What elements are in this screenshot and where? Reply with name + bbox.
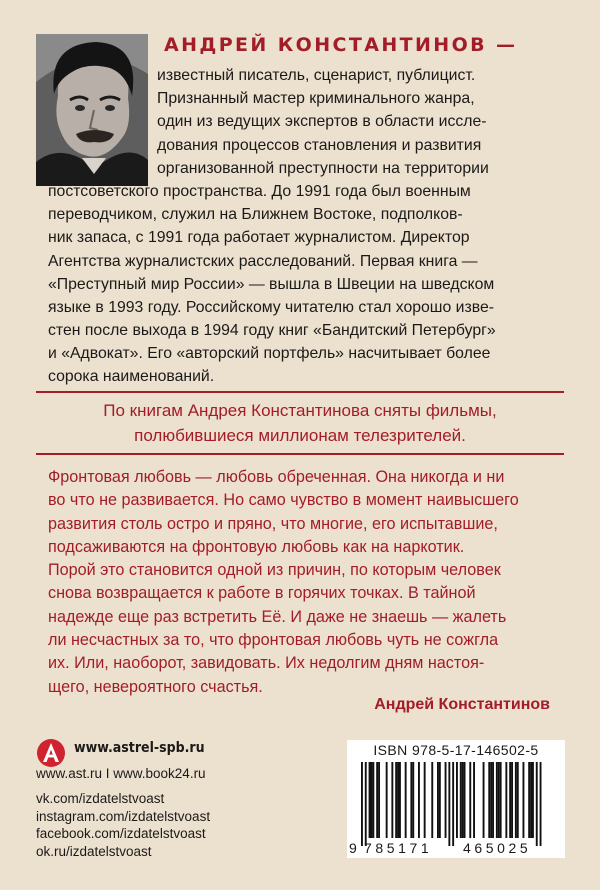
barcode-bar <box>376 762 378 838</box>
barcode-bar <box>492 762 494 838</box>
author-name-heading: АНДРЕЙ КОНСТАНТИНОВ — <box>164 34 518 56</box>
bio-line: языке в 1993 году. Российскому читателю стал хорошо изве- <box>48 298 494 316</box>
barcode-bar <box>445 762 447 838</box>
social-link-facebook[interactable]: facebook.com/izdatelstvoast <box>36 826 206 842</box>
bio-line: организованной преступности на территории <box>157 159 489 177</box>
barcode-bar <box>395 762 397 838</box>
barcode-bar <box>424 762 426 838</box>
barcode-bar <box>490 762 492 838</box>
barcode-digits-left: 785171 <box>364 840 433 856</box>
bio-line: Признанный мастер криминального жанра, <box>157 90 475 108</box>
blurb-line: во что не развивается. Но само чувство в момент наивысшего <box>48 491 519 510</box>
barcode-bar <box>488 762 490 838</box>
blurb-line: Фронтовая любовь — любовь обреченная. Она никогда и ни <box>48 468 505 486</box>
barcode-bar <box>361 762 363 846</box>
barcode-bar <box>469 762 471 838</box>
bio-line: дования процессов становления и развития <box>157 136 482 154</box>
barcode-bar <box>473 762 475 838</box>
barcode-bar <box>515 762 517 838</box>
barcode-bar <box>410 762 412 838</box>
barcode-bar <box>498 762 500 838</box>
publisher-sites[interactable]: www.ast.ru I www.book24.ru <box>36 766 206 781</box>
barcode-bar <box>412 762 414 838</box>
blurb-signature: Андрей Константинов <box>374 696 550 713</box>
blurb-line: Порой это становится одной из причин, по которым человек <box>48 561 501 580</box>
bio-line: и «Адвокат». Его «авторский портфель» насчитывает более <box>48 345 491 363</box>
blurb-line: подсаживаются на фронтовую любовь как на наркотик. <box>48 537 465 556</box>
barcode-bar <box>532 762 534 838</box>
bio-line: сорока наименований. <box>48 368 215 386</box>
bio-line: постсоветского пространства. До 1991 года был военным <box>48 182 471 200</box>
barcode-bar <box>437 762 439 838</box>
blurb-line: их. Или, наоборот, завидовать. Их недолгим дням настоя- <box>48 654 485 673</box>
barcode-bar <box>365 762 367 846</box>
social-links <box>36 790 210 860</box>
barcode-bar <box>509 762 511 838</box>
barcode-bar <box>500 762 502 838</box>
blurb-line: надежде еще раз встретить Её. И даже не знаешь — жалеть <box>48 607 507 626</box>
isbn-text: ISBN 978-5-17-146502-5 <box>373 742 539 758</box>
barcode-bar <box>483 762 485 838</box>
blurb-line: ли несчастных за то, что фронтовая любовь чуть не сожгла <box>48 631 499 650</box>
films-line: полюбившиеся миллионам телезрителей. <box>134 426 466 445</box>
barcode-bar <box>418 762 420 838</box>
bio-line: один из ведущих экспертов в области иссле- <box>157 113 487 131</box>
films-line: По книгам Андрея Константинова сняты фильмы, <box>103 401 497 420</box>
barcode-bar <box>505 762 507 838</box>
barcode-bar <box>372 762 374 838</box>
barcode-bar <box>386 762 388 838</box>
blurb-line: снова возвращается к работе в горячих точках. В тайной <box>48 584 476 603</box>
barcode-bar <box>452 762 454 846</box>
barcode-bar <box>369 762 371 838</box>
barcode-bar <box>405 762 407 838</box>
barcode-bar <box>460 762 462 838</box>
barcode-bar <box>462 762 464 838</box>
bio-line: известный писатель, сценарист, публицист. <box>157 67 476 84</box>
bio-line: переводчиком, служил на Ближнем Востоке, подполков- <box>48 206 463 224</box>
isbn-barcode <box>347 740 565 858</box>
social-link-instagram[interactable]: instagram.com/izdatelstvoast <box>36 808 211 824</box>
author-bio <box>48 64 558 389</box>
barcode-bar <box>528 762 530 838</box>
barcode-bar <box>536 762 538 846</box>
films-note <box>36 398 564 448</box>
barcode-bar <box>391 762 393 838</box>
divider-bottom <box>36 453 564 455</box>
barcode-bar <box>431 762 433 838</box>
blurb-line: щего, невероятного счастья. <box>48 677 263 696</box>
barcode-digits-right: 465025 <box>463 840 532 856</box>
bio-line: ник запаса, с 1991 года работает журналистом. Директор <box>48 229 470 247</box>
barcode-bar <box>496 762 498 838</box>
bio-line: стен после выхода в 1994 году книг «Бандитский Петербург» <box>48 322 496 340</box>
barcode-bar <box>464 762 466 838</box>
bio-line: «Преступный мир России» — вышла в Швеции на шведском <box>48 275 495 293</box>
blurb-line: развития столь остро и пряно, что многие, его испытавшие, <box>48 514 498 533</box>
barcode-digit-first: 9 <box>349 840 361 856</box>
barcode-bar <box>530 762 532 838</box>
barcode-bar <box>397 762 399 838</box>
book-blurb <box>48 466 558 699</box>
barcode-bar <box>511 762 513 838</box>
barcode-bar <box>540 762 542 846</box>
social-link-ok[interactable]: ok.ru/izdatelstvoast <box>36 843 152 859</box>
publisher-site-link[interactable]: www.astrel-spb.ru <box>74 740 205 756</box>
barcode-bar <box>448 762 450 846</box>
publisher-logo-icon <box>36 738 66 768</box>
barcode-bar <box>523 762 525 838</box>
barcode-bar <box>371 762 373 838</box>
divider-top <box>36 391 564 393</box>
bio-line: Агентства журналистских расследований. Первая книга — <box>48 252 478 270</box>
social-link-vk[interactable]: vk.com/izdatelstvoast <box>36 791 165 806</box>
barcode-bar <box>517 762 519 838</box>
barcode-bar <box>439 762 441 838</box>
barcode-bar <box>456 762 458 838</box>
barcode-bar <box>399 762 401 838</box>
barcode-bar <box>378 762 380 838</box>
